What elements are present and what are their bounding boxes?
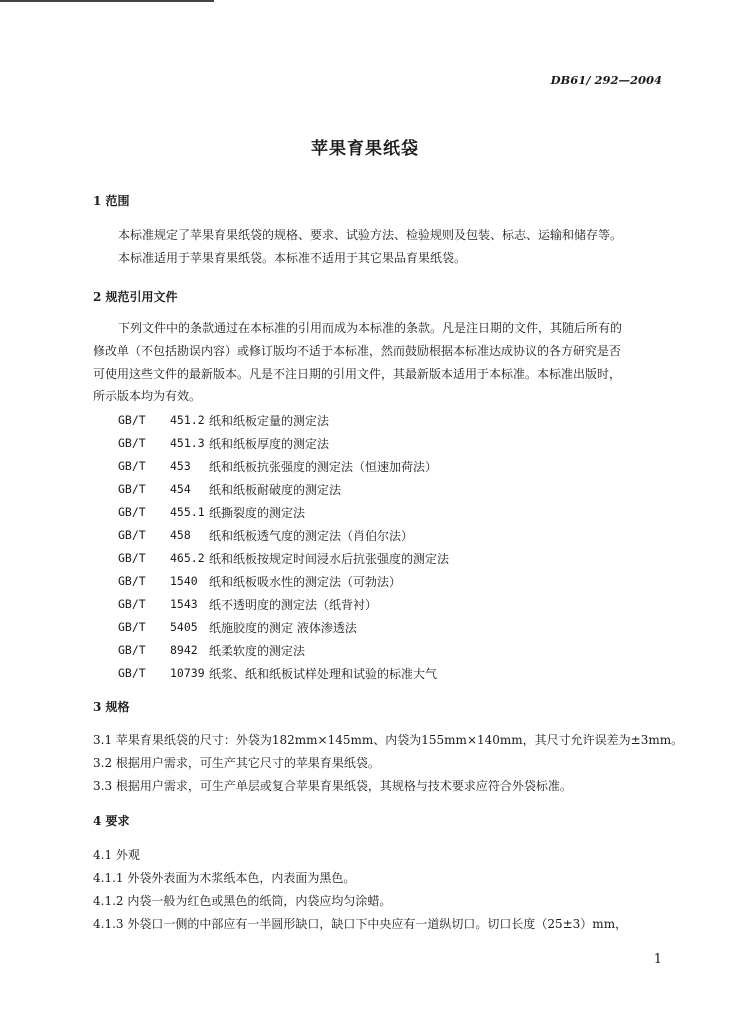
- section-2-heading: 2 规范引用文件: [93, 290, 178, 304]
- clause-3-3: 3.3 根据用户需求，可生产单层或复合苹果育果纸袋，其规格与技术要求应符合外袋标准。: [93, 779, 572, 793]
- document-title: 苹果育果纸袋: [311, 139, 419, 159]
- reference-code: GB/T 8942: [118, 643, 198, 657]
- reference-code: GB/T 453: [118, 459, 191, 473]
- scan-edge-line: [0, 0, 214, 2]
- reference-code: GB/T 5405: [118, 620, 198, 634]
- clause-3-1: 3.1 苹果育果纸袋的尺寸：外袋为182mm×145mm、内袋为155mm×140mm，其尺寸允许误差为±3mm。: [93, 733, 684, 747]
- reference-code: GB/T 451.2: [118, 413, 205, 427]
- section-2-paragraph-line: 所示版本均为有效。: [93, 389, 202, 403]
- reference-title: 纸施胶度的测定 液体渗透法: [209, 621, 357, 635]
- clause-4-1-2: 4.1.2 内袋一般为红色或黑色的纸筒，内袋应均匀涂蜡。: [93, 894, 392, 908]
- clause-4-1: 4.1 外观: [93, 848, 140, 862]
- reference-title: 纸和纸板耐破度的测定法: [209, 483, 342, 497]
- section-4-heading: 4 要求: [93, 814, 130, 828]
- scan-edge-marks: · · · ·: [118, 0, 139, 6]
- section-3-heading: 3 规格: [93, 700, 130, 714]
- reference-code: GB/T 458: [118, 528, 191, 542]
- reference-title: 纸浆、纸和纸板试样处理和试验的标准大气: [209, 667, 438, 681]
- reference-code: GB/T 10739: [118, 666, 205, 680]
- section-1-paragraph-2: 本标准适用于苹果育果纸袋。本标准不适用于其它果品育果纸袋。: [118, 251, 467, 265]
- reference-title: 纸撕裂度的测定法: [209, 506, 306, 520]
- reference-title: 纸和纸板透气度的测定法（肖伯尔法）: [209, 529, 414, 543]
- section-2-paragraph-line: 修改单（不包括勘误内容）或修订版均不适于本标准，然而鼓励根据本标准达成协议的各方研究是否: [93, 344, 622, 358]
- reference-code: GB/T 1543: [118, 597, 198, 611]
- section-1-paragraph-1: 本标准规定了苹果育果纸袋的规格、要求、试验方法、检验规则及包装、标志、运输和储存等。: [118, 228, 623, 242]
- clause-3-2: 3.2 根据用户需求，可生产其它尺寸的苹果育果纸袋。: [93, 756, 380, 770]
- section-1-heading: 1 范围: [93, 194, 130, 208]
- page-number: 1: [653, 952, 662, 967]
- reference-title: 纸不透明度的测定法（纸背衬）: [209, 598, 378, 612]
- reference-title: 纸和纸板吸水性的测定法（可勃法）: [209, 575, 402, 589]
- reference-code: GB/T 455.1: [118, 505, 205, 519]
- reference-title: 纸柔软度的测定法: [209, 644, 306, 658]
- clause-4-1-1: 4.1.1 外袋外表面为木浆纸本色，内表面为黑色。: [93, 871, 356, 885]
- reference-title: 纸和纸板抗张强度的测定法（恒速加荷法）: [209, 460, 438, 474]
- reference-code: GB/T 454: [118, 482, 191, 496]
- reference-code: GB/T 1540: [118, 574, 198, 588]
- clause-4-1-3: 4.1.3 外袋口一侧的中部应有一半圆形缺口，缺口下中央应有一道纵切口。切口长度（25±3）mm，: [93, 917, 628, 931]
- reference-code: GB/T 465.2: [118, 551, 205, 565]
- reference-title: 纸和纸板厚度的测定法: [209, 437, 330, 451]
- reference-title: 纸和纸板定量的测定法: [209, 414, 330, 428]
- section-2-paragraph-line: 可使用这些文件的最新版本。凡是不注日期的引用文件，其最新版本适用于本标准。本标准出版时，: [93, 367, 622, 381]
- reference-title: 纸和纸板按规定时间浸水后抗张强度的测定法: [209, 552, 450, 566]
- document-number: DB61/ 292—2004: [550, 73, 662, 87]
- section-2-paragraph-line: 下列文件中的条款通过在本标准的引用而成为本标准的条款。凡是注日期的文件，其随后所有的: [118, 321, 623, 335]
- reference-code: GB/T 451.3: [118, 436, 205, 450]
